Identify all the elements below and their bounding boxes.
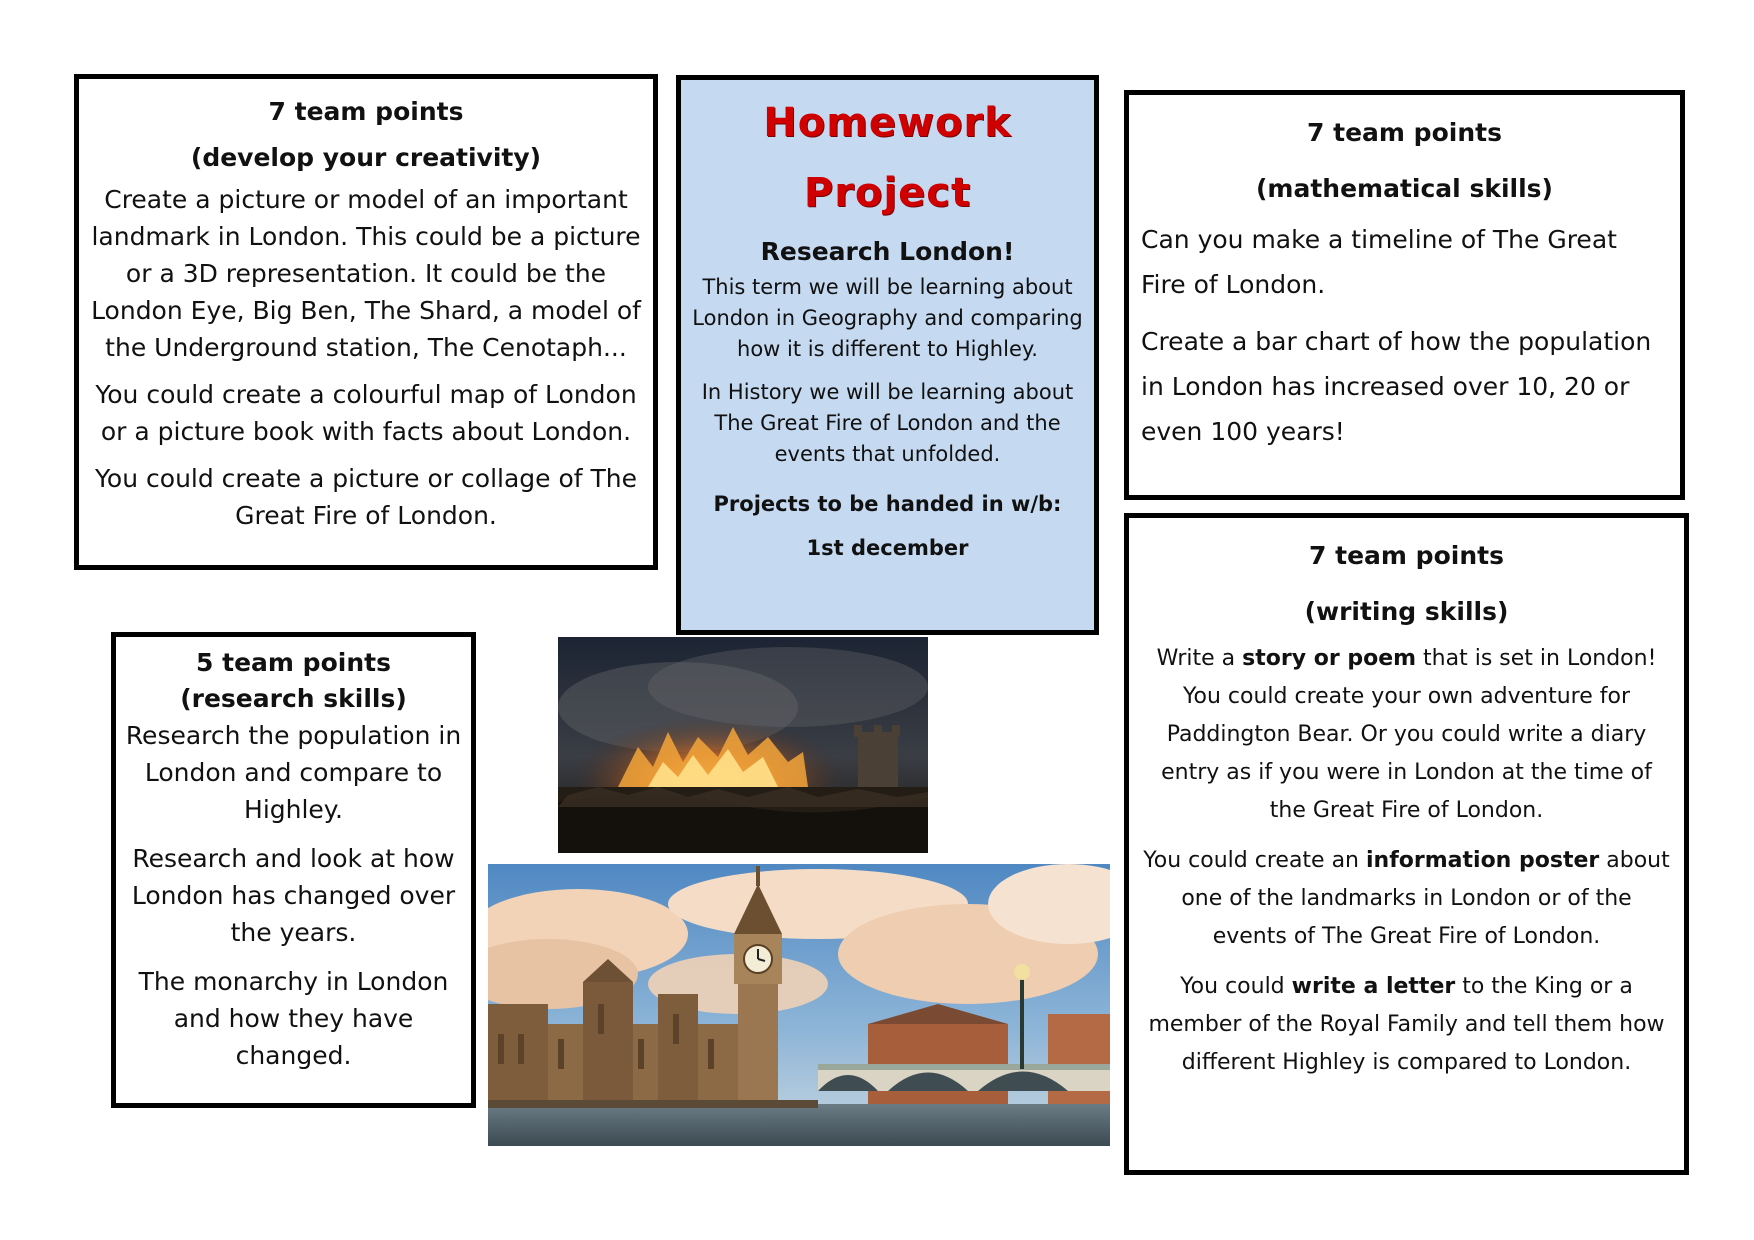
writing-p2-pre: You could create an	[1143, 848, 1366, 873]
writing-paragraph-1	[1141, 640, 1672, 830]
writing-p3-pre: You could	[1180, 974, 1292, 999]
westminster-big-ben-image	[488, 864, 1110, 1146]
maths-paragraph-1: Can you make a timeline of The Great Fire of London.	[1141, 225, 1617, 299]
research-task-card	[111, 632, 476, 1108]
writing-paragraph-2	[1141, 842, 1672, 956]
research-paragraph-2: Research and look at how London has changed over the years.	[131, 844, 456, 947]
creativity-points: 7 team points	[268, 97, 464, 126]
writing-points: 7 team points	[1309, 541, 1504, 570]
writing-p3-bold: write a letter	[1291, 974, 1456, 999]
writing-category: (writing skills)	[1304, 597, 1509, 626]
writing-p1-pre: Write a	[1156, 646, 1243, 671]
homework-title-line-2: Project	[803, 170, 972, 216]
creativity-paragraph-1: Create a picture or model of an important landmark in London. This could be a picture or a 3D representation. It could be the London Eye, Big Ben, The Shard, a model of the Underground station, The Cenotaph...	[91, 185, 641, 362]
research-category: (research skills)	[180, 684, 407, 713]
writing-paragraph-3	[1141, 968, 1672, 1082]
writing-p2-bold: information poster	[1366, 848, 1600, 873]
maths-category: (mathematical skills)	[1256, 174, 1553, 203]
writing-p1-post: that is set in London! You could create your own adventure for Paddington Bear. Or you could write a diary entry as if you were in London at the time of the Great Fire of London.	[1161, 646, 1657, 823]
creativity-task-card	[74, 74, 658, 570]
writing-p3-post: to the King or a member of the Royal Family and tell them how different Highley is compared to London.	[1148, 974, 1665, 1075]
creativity-paragraph-3: You could create a picture or collage of The Great Fire of London.	[94, 464, 638, 530]
research-paragraph-1: Research the population in London and compare to Highley.	[125, 721, 462, 824]
homework-due-label: Projects to be handed in w/b:	[713, 492, 1062, 516]
research-paragraph-3: The monarchy in London and how they have changed.	[138, 967, 449, 1070]
great-fire-painting-image	[558, 637, 928, 853]
research-points: 5 team points	[196, 648, 391, 677]
creativity-category: (develop your creativity)	[190, 143, 542, 172]
homework-paragraph-2: In History we will be learning about The Great Fire of London and the events that unfolded.	[701, 380, 1074, 466]
homework-project-card	[676, 75, 1099, 635]
writing-p2-post: about one of the landmarks in London or of the events of The Great Fire of London.	[1181, 848, 1670, 949]
writing-p1-bold: story or poem	[1242, 646, 1417, 671]
writing-task-card	[1124, 513, 1689, 1175]
creativity-paragraph-2: You could create a colourful map of London or a picture book with facts about London.	[95, 380, 637, 446]
homework-due-date: 1st december	[806, 536, 969, 560]
maths-task-card	[1124, 90, 1685, 500]
homework-title-line-1: Homework	[763, 100, 1012, 146]
maths-paragraph-2: Create a bar chart of how the population in London has increased over 10, 20 or even 100 years!	[1141, 327, 1652, 446]
homework-paragraph-1: This term we will be learning about London in Geography and comparing how it is different to Highley.	[692, 275, 1083, 361]
homework-subtitle: Research London!	[760, 237, 1015, 266]
maths-points: 7 team points	[1307, 118, 1502, 147]
